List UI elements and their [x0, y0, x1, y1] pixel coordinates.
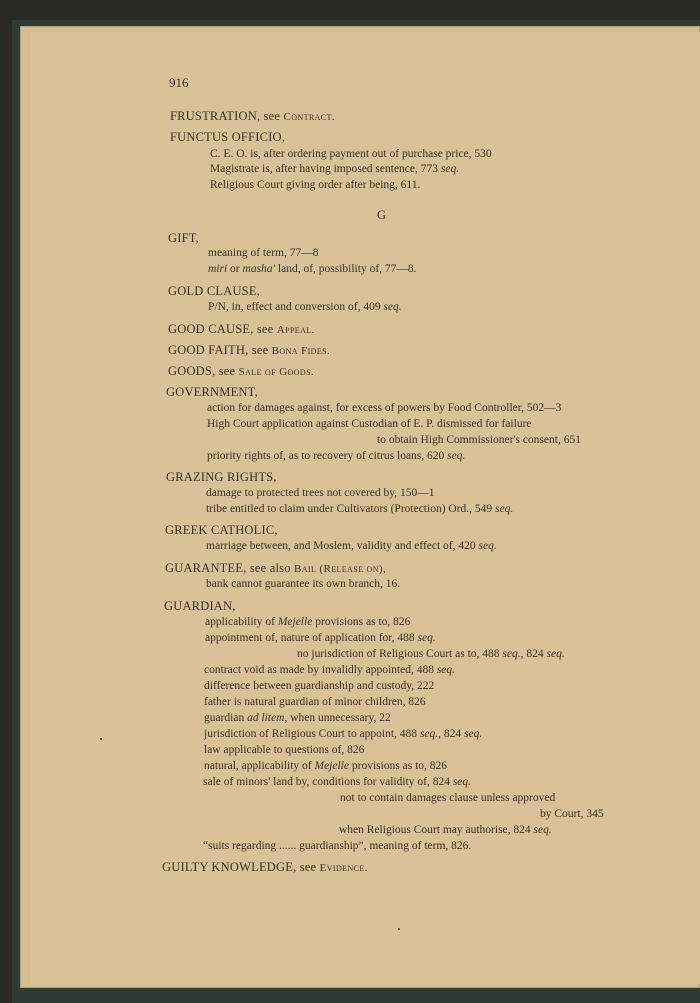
index-entry-gold-clause: GOLD CLAUSE, [168, 284, 260, 298]
subentry: miri or masha' land, of, possibility of, 77—8. [208, 263, 417, 275]
subentry: Magistrate is, after having imposed sentence, 773 seq. [210, 163, 460, 175]
subentry: meaning of term, 77—8 [208, 247, 319, 259]
subentry: “suits regarding ...... guardianship”, meaning of term, 826. [203, 840, 472, 852]
index-entry-guilty-knowledge: GUILTY KNOWLEDGE, see Evidence. [162, 860, 368, 874]
subentry-continued: no jurisdiction of Religious Court as to, 488 seq., 824 seq. [297, 648, 565, 660]
index-entry-greek-catholic: GREEK CATHOLIC, [165, 523, 278, 537]
subentry: bank cannot guarantee its own branch, 16. [206, 578, 401, 590]
subentry: action for damages against, for excess of powers by Food Controller, 502—3 [207, 402, 562, 414]
subentry: marriage between, and Moslem, validity and effect of, 420 seq. [206, 540, 497, 552]
subentry: applicability of Mejelle provisions as to, 826 [205, 616, 411, 628]
subentry: sale of minors' land by, conditions for validity of, 824 seq. [203, 776, 472, 788]
subentry: father is natural guardian of minor children, 826 [204, 696, 426, 708]
index-entry-good-faith: GOOD FAITH, see Bona Fides. [168, 343, 331, 357]
index-entry-grazing-rights: GRAZING RIGHTS, [166, 470, 277, 484]
subentry-continued: not to contain damages clause unless approved [340, 792, 556, 804]
subentry: priority rights of, as to recovery of citrus loans, 620 seq. [207, 450, 466, 462]
subentry-continued: by Court, 345 [540, 808, 604, 820]
paper-speck [100, 738, 102, 740]
subentry: P/N, in, effect and conversion of, 409 seq. [208, 301, 402, 313]
subentry: guardian ad litem, when unnecessary, 22 [204, 712, 391, 724]
subentry: law applicable to questions of, 826 [204, 744, 365, 756]
subentry: C. E. O. is, after ordering payment out of purchase price, 530 [210, 148, 492, 160]
subentry: difference between guardianship and custody, 222 [204, 680, 435, 692]
subentry-continued: to obtain High Commissioner's consent, 651 [377, 434, 581, 446]
index-entry-guarantee: GUARANTEE, see also Bail (Release on), [165, 561, 387, 575]
subentry: appointment of, nature of application for, 488 seq. [205, 632, 436, 644]
page-number: 916 [169, 75, 189, 90]
subentry: High Court application against Custodian of E. P. dismissed for failure [207, 418, 532, 430]
index-entry-frustration: FRUSTRATION, see Contract. [170, 109, 335, 123]
subentry: Religious Court giving order after being, 611. [210, 179, 421, 191]
index-entry-government: GOVERNMENT, [166, 385, 258, 399]
subentry: tribe entitled to claim under Cultivators (Protection) Ord., 549 seq. [206, 503, 514, 515]
index-entry-functus-officio: FUNCTUS OFFICIO, [170, 130, 286, 144]
book-page [30, 32, 700, 984]
index-entry-gift: GIFT, [168, 231, 199, 245]
index-entry-guardian: GUARDIAN, [164, 599, 236, 613]
section-letter: G [377, 208, 387, 222]
paper-speck [398, 928, 400, 930]
index-entry-goods: GOODS, see Sale of Goods. [168, 364, 315, 378]
subentry: jurisdiction of Religious Court to appoint, 488 seq., 824 seq. [204, 728, 483, 740]
subentry: damage to protected trees not covered by, 150—1 [206, 487, 435, 499]
index-entry-good-cause: GOOD CAUSE, see Appeal. [168, 322, 315, 336]
subentry: natural, applicability of Mejelle provisions as to, 826 [204, 760, 448, 772]
subentry-continued: when Religious Court may authorise, 824 seq. [339, 824, 552, 836]
subentry: contract void as made by invalidly appointed, 488 seq. [204, 664, 456, 676]
